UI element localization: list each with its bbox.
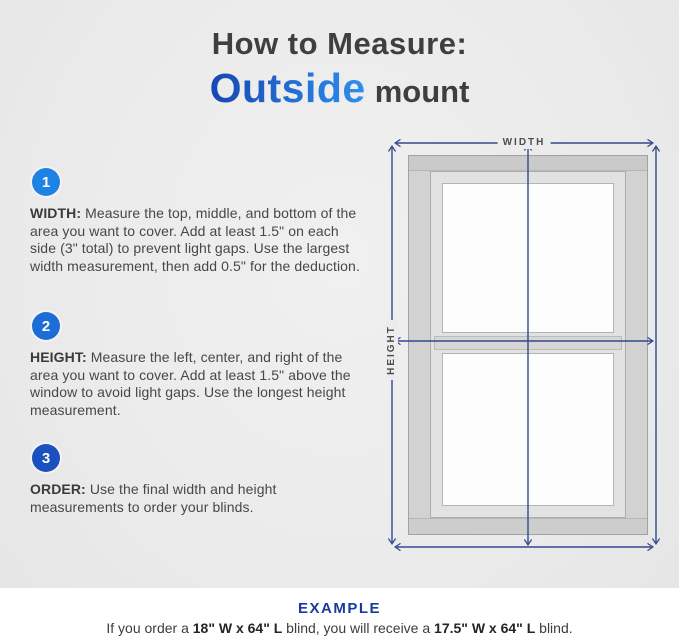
step-label: HEIGHT: xyxy=(30,349,87,365)
example-middle: blind, you will receive a xyxy=(282,620,435,636)
step-body-text: Use the final width and height measurements to order your blinds. xyxy=(30,481,277,515)
window-pane-upper xyxy=(442,183,614,333)
step-body-text: Measure the left, center, and right of the area you want to cover. Add at least 1.5" above the window to avoid light gaps. Use the longest height measurement. xyxy=(30,349,351,418)
title-line1: How to Measure: xyxy=(211,26,468,61)
example-received-size: 17.5" W x 64" L xyxy=(434,620,536,636)
step-description xyxy=(30,349,366,419)
example-heading: EXAMPLE xyxy=(297,600,381,617)
height-dimension-label: HEIGHT xyxy=(386,320,398,380)
example-footer xyxy=(0,588,679,644)
page-title xyxy=(0,26,679,112)
window-sash xyxy=(430,171,626,518)
title-highlight: Outside xyxy=(209,65,366,111)
step-body-text: Measure the top, middle, and bottom of the area you want to cover. Add at least 1.5" on each side (3" total) to prevent light gaps. Use the largest width measurement, then add 0.5" for the deduction. xyxy=(30,205,360,274)
step-width xyxy=(30,168,370,275)
window-meeting-rail xyxy=(434,336,622,350)
step-description xyxy=(30,481,366,516)
window-frame xyxy=(408,155,648,535)
title-line2 xyxy=(0,65,679,112)
step-number-badge: 2 xyxy=(32,312,60,340)
step-label: WIDTH: xyxy=(30,205,82,221)
step-number-badge: 3 xyxy=(32,444,60,472)
window-head-trim xyxy=(409,156,647,171)
width-dimension-label: WIDTH xyxy=(498,137,551,149)
window-sill xyxy=(409,518,647,534)
example-suffix: blind. xyxy=(535,620,573,636)
example-sentence xyxy=(0,620,679,636)
title-suffix: mount xyxy=(374,74,470,109)
step-label: ORDER: xyxy=(30,481,86,497)
step-order xyxy=(30,444,370,516)
window-diagram xyxy=(388,137,660,553)
step-number-badge: 1 xyxy=(32,168,60,196)
window-pane-lower xyxy=(442,353,614,506)
step-description xyxy=(30,205,366,275)
step-height xyxy=(30,312,370,419)
example-prefix: If you order a xyxy=(106,620,193,636)
example-ordered-size: 18" W x 64" L xyxy=(192,620,283,636)
